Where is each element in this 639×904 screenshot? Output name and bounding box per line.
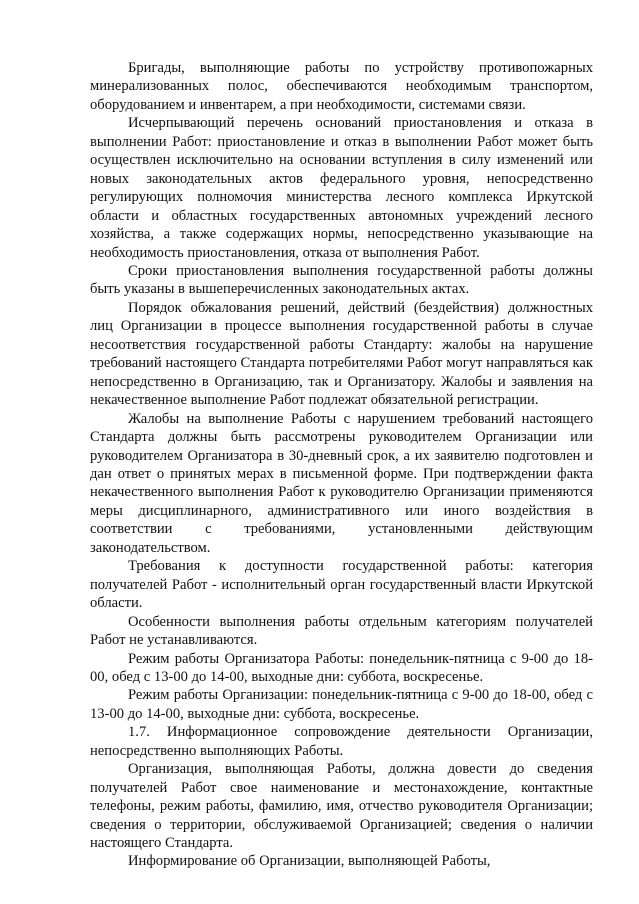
paragraph-informing: Информирование об Организации, выполняющей Работы, <box>128 853 491 870</box>
paragraph-appeal-procedure: Порядок обжалования решений, действий (бездействия) должностных лиц Организации в процессе выполнения государственной работы в случае несоответствия государственной работы Стандарту: жалобы на нарушение требований настоящего Стандарта потребителями Работ могут направляться как непосредственно в Организацию, так и Организатору. Жалобы и заявления на некачественное выполнение Работ подлежат обязательной регистрации. <box>90 299 593 409</box>
document-body <box>90 59 593 871</box>
paragraph-organization-hours: Режим работы Организации: понедельник-пятница с 9-00 до 18-00, обед с 13-00 до 14-00, выходные дни: суббота, воскресенье. <box>90 687 593 722</box>
paragraph-suspension-grounds: Исчерпывающий перечень оснований приостановления и отказа в выполнении Работ: приостановление и отказ в выполнении Работ может быть осуществлен исключительно на основании вступления в силу изменений или новых законодательных актов федерального уровня, непосредственно регулирующих полномочия министерства лесного комплекса Иркутской области и областных государственных автономных учреждений лесного хозяйства, а также содержащих нормы, непосредственно указывающие на необходимость приостановления, отказа от выполнения Работ. <box>90 115 593 261</box>
paragraph-brigades: Бригады, выполняющие работы по устройству противопожарных минерализованных полос, обеспечиваются необходимым транспортом, оборудованием и инвентарем, а при необходимости, системами связи. <box>90 60 593 113</box>
paragraph-complaints: Жалобы на выполнение Работы с нарушением требований настоящего Стандарта должны быть рассмотрены руководителем Организации или руководителем Организатора в 30-дневный срок, а их заявителю подготовлен и дан ответ о принятых мерах в письменной форме. При подтверждении факта некачественного выполнения Работ к руководителю Организации применяются меры дисциплинарного, административного или иного воздействия в соответствии с требованиями, установленными действующим законодательством. <box>90 410 593 556</box>
paragraph-suspension-terms: Сроки приостановления выполнения государственной работы должны быть указаны в вышеперечисленных законодательных актах. <box>90 262 593 298</box>
paragraph-organizer-hours: Режим работы Организатора Работы: понедельник-пятница с 9-00 до 18-00, обед с 13-00 до 14-00, выходные дни: суббота, воскресенье. <box>90 650 593 685</box>
paragraph-accessibility: Требования к доступности государственной работы: категория получателей Работ - исполнительный орган государственный власти Иркутской области. <box>90 558 593 612</box>
paragraph-information-duty: Организация, выполняющая Работы, должна довести до сведения получателей Работ свое наименование и местонахождение, контактные телефоны, режим работы, фамилию, имя, отчество руководителя Организации; сведения о территории, обслуживаемой Организацией; сведения о наличии настоящего Стандарта. <box>90 761 593 852</box>
paragraph-special-categories: Особенности выполнения работы отдельным категориям получателей Работ не устанавливаются. <box>90 613 593 649</box>
paragraph-section-1-7: 1.7. Информационное сопровождение деятельности Организации, непосредственно выполняющих Работы. <box>90 724 593 759</box>
